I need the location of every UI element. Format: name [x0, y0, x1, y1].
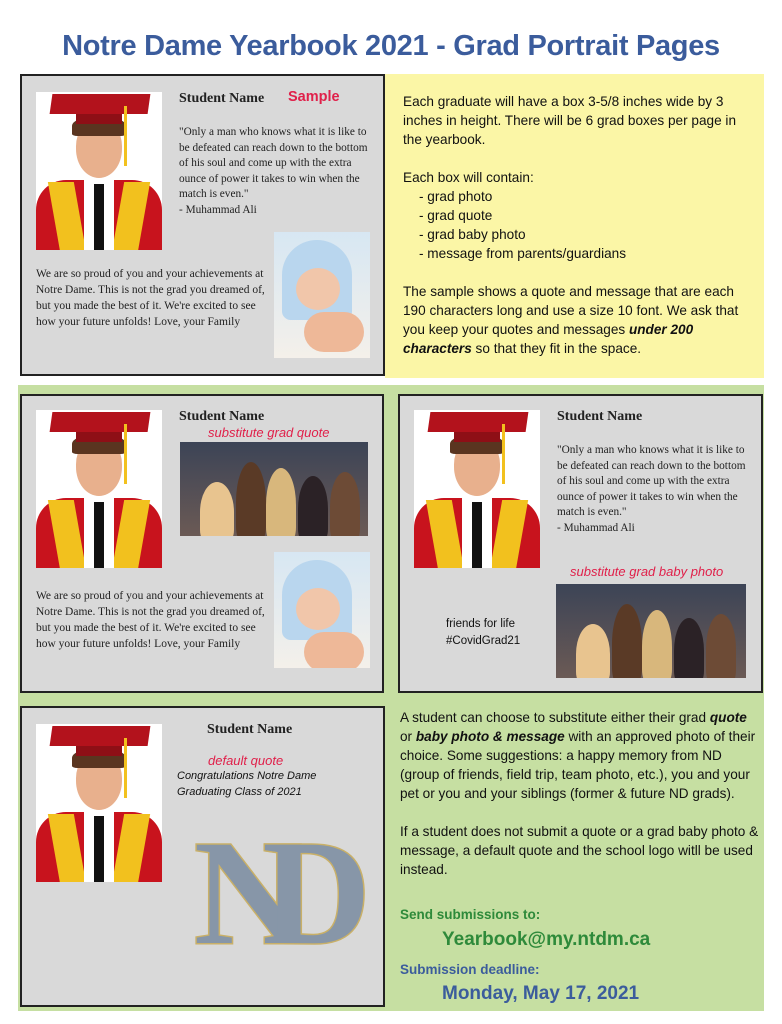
info-item: - grad photo	[419, 189, 493, 204]
info-item: - grad baby photo	[419, 227, 526, 242]
baby-photo	[274, 552, 370, 668]
page-title: Notre Dame Yearbook 2021 - Grad Portrait Pages	[62, 30, 720, 62]
grad-quote: "Only a man who knows what it is like to be defeated can reach down to the bottom of his soul and come up with the extra ounce of power it takes to win when the match is even." - Muhammad Ali	[557, 444, 746, 534]
baby-photo	[274, 232, 370, 358]
default-quote-label: default quote	[208, 753, 284, 768]
substitute-quote-card	[20, 394, 384, 693]
student-name: Student Name	[179, 91, 265, 106]
substitute-label: substitute grad baby photo	[570, 564, 724, 579]
nd-logo: ND	[194, 810, 331, 976]
default-quote-card	[20, 706, 385, 1007]
grad-quote: "Only a man who knows what it is like to be defeated can reach down to the bottom of his soul and come up with the extra ounce of power it takes to win when the match is even." - Muhammad Ali	[179, 126, 368, 216]
sample-label: Sample	[288, 89, 340, 105]
parent-message: We are so proud of you and your achievements at Notre Dame. This is not the grad you dreamed of, but you made the best of it. We're excited to see how your future unfolds! Love, your Family	[36, 590, 265, 650]
info-item: - grad quote	[419, 208, 493, 223]
group-photo	[556, 584, 746, 678]
photo-caption: friends for life #CovidGrad21	[446, 618, 521, 647]
student-name: Student Name	[179, 409, 265, 424]
deadline-label: Submission deadline:	[400, 962, 540, 977]
student-name: Student Name	[207, 722, 293, 737]
submission-email[interactable]: Yearbook@my.ntdm.ca	[442, 929, 651, 950]
grad-photo	[36, 92, 162, 250]
parent-message: We are so proud of you and your achievements at Notre Dame. This is not the grad you dreamed of, but you made the best of it. We're excited to see how your future unfolds! Love, your Family	[36, 268, 265, 328]
deadline-date: Monday, May 17, 2021	[442, 983, 640, 1004]
substitute-info: A student can choose to substitute either their grad quote or baby photo & message with an approved photo of their choice. Some suggestions: a happy memory from ND (group of friends, field trip, team photo, etc.), you and your pet or you and your siblings (former & future ND grads). If a student does not submit a quote or a grad baby photo & message, a default quote and the school logo witll be used instead.	[400, 710, 759, 877]
grad-photo	[36, 724, 162, 882]
send-label: Send submissions to:	[400, 907, 541, 922]
info-item: - message from parents/guardians	[419, 246, 627, 261]
substitute-baby-photo-card	[398, 394, 763, 693]
substitute-label: substitute grad quote	[208, 425, 330, 440]
box-info: Each graduate will have a box 3-5/8 inches wide by 3 inches in height. There will be 6 grad boxes per page in the yearbook. Each box will contain: - grad photo - grad quote - grad baby photo - message from parents/guardians The sample shows a quote and message that are each 190 characters long and use a size 10 font. We ask that you keep your quotes and messages under 200 characters so that they fit in the space.	[403, 92, 753, 358]
grad-photo	[36, 410, 162, 568]
default-quote: Congratulations Notre Dame Graduating Class of 2021	[177, 770, 317, 798]
grad-photo	[414, 410, 540, 568]
sample-grad-card	[20, 74, 385, 376]
group-photo	[180, 442, 368, 536]
student-name: Student Name	[557, 409, 643, 424]
